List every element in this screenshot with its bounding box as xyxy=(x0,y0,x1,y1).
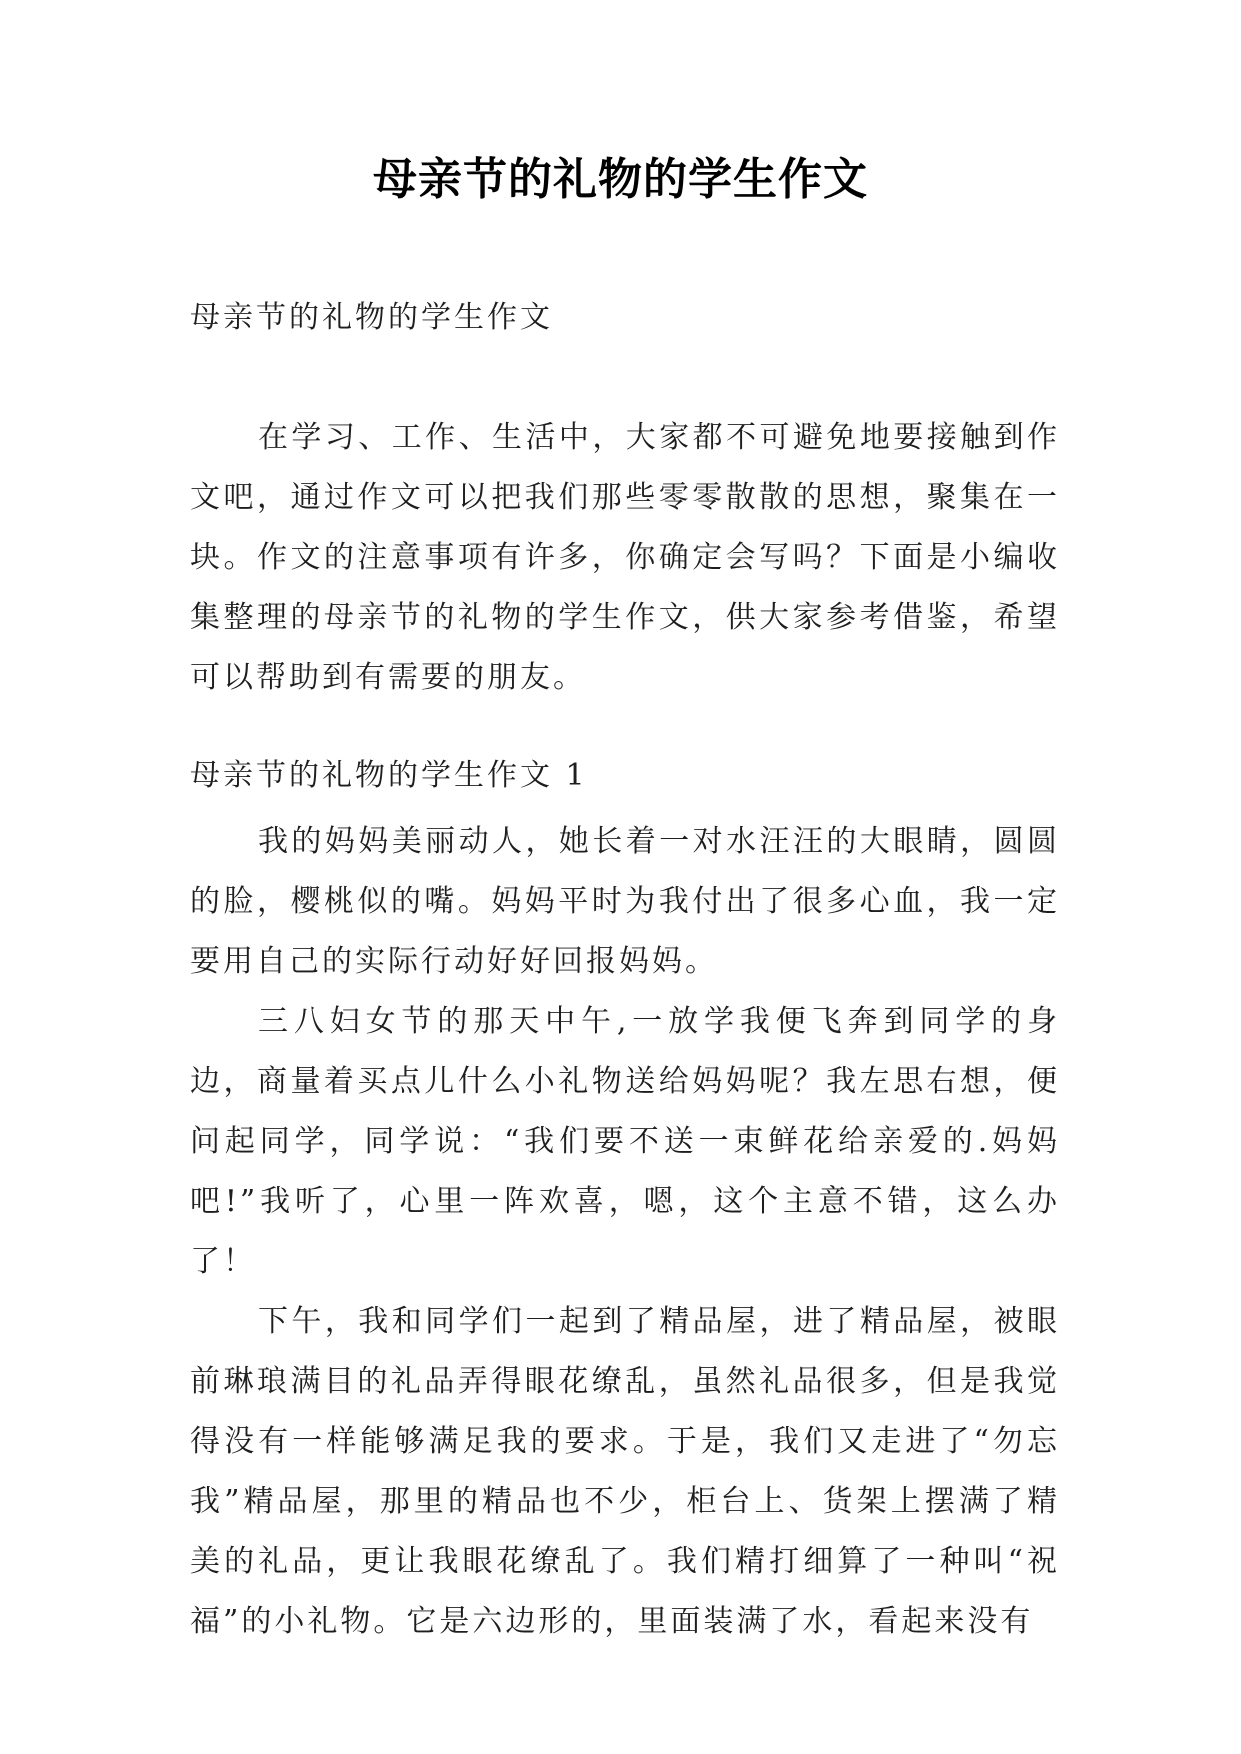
document-title: 母亲节的礼物的学生作文 xyxy=(373,154,868,205)
section-heading: 母亲节的礼物的学生作文 1 xyxy=(190,758,588,793)
essay-paragraph: 三八妇女节的那天中午,一放学我便飞奔到同学的身边，商量着买点儿什么小礼物送给妈妈呢？我左思右想，便问起同学，同学说：“我们要不送一束鲜花给亲爱的.妈妈吧!”我听了，心里一阵欢喜，嗯，这个主意不错，这么办了！ xyxy=(190,1004,1060,1279)
essay-body xyxy=(190,812,1060,1652)
essay-paragraph: 我的妈妈美丽动人，她长着一对水汪汪的大眼睛，圆圆的脸，樱桃似的嘴。妈妈平时为我付出了很多心血，我一定要用自己的实际行动好好回报妈妈。 xyxy=(190,824,1060,979)
intro-paragraph: 在学习、工作、生活中，大家都不可避免地要接触到作文吧，通过作文可以把我们那些零零散散的思想，聚集在一块。作文的注意事项有许多，你确定会写吗？下面是小编收集整理的母亲节的礼物的学生作文，供大家参考借鉴，希望可以帮助到有需要的朋友。 xyxy=(190,420,1060,695)
document-subtitle: 母亲节的礼物的学生作文 xyxy=(190,300,553,335)
essay-paragraph: 下午，我和同学们一起到了精品屋，进了精品屋，被眼前琳琅满目的礼品弄得眼花缭乱，虽然礼品很多，但是我觉得没有一样能够满足我的要求。于是，我们又走进了“勿忘我”精品屋，那里的精品也不少，柜台上、货架上摆满了精美的礼品，更让我眼花缭乱了。我们精打细算了一种叫“祝福”的小礼物。它是六边形的，里面装满了水，看起来没有 xyxy=(190,1304,1060,1639)
